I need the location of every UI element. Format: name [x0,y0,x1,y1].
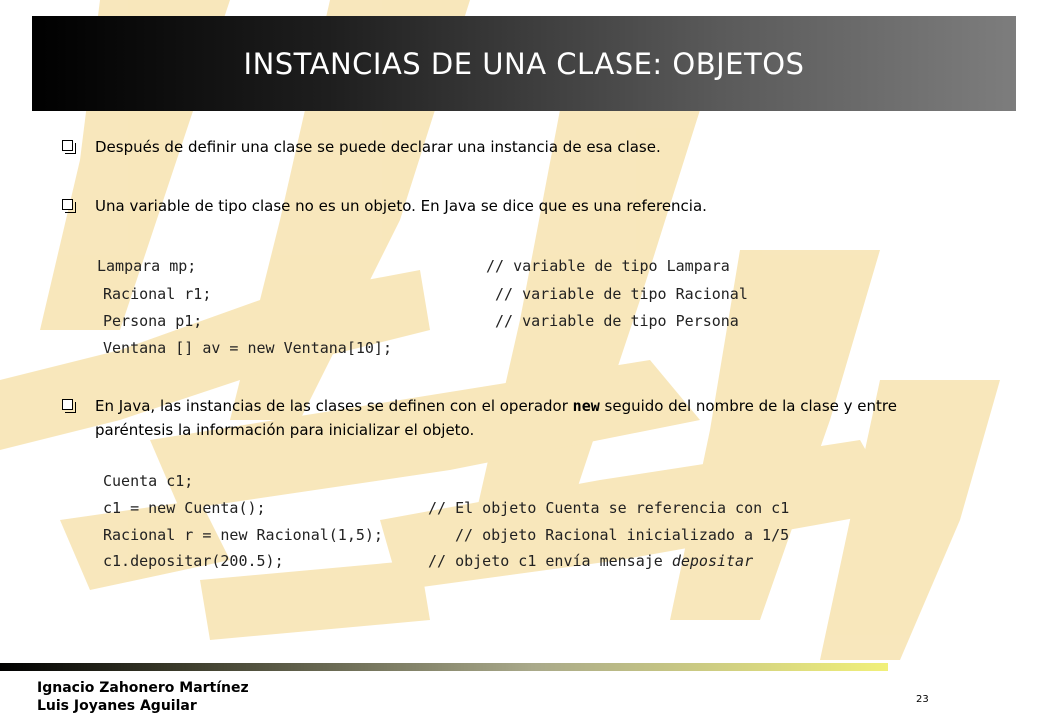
bullet-3 [62,394,1012,442]
bullet-text: Después de definir una clase se puede declarar una instancia de esa clase. [95,138,661,156]
code-line: Cuenta c1; [103,472,194,490]
code-comment: // variable de tipo Persona [495,312,739,330]
checkbox-bullet-icon [62,140,73,151]
code-line: Racional r = new Racional(1,5); [103,526,383,544]
bullet-text-part: seguido del nombre de la clase y entre [599,397,897,415]
code-line: c1.depositar(200.5); [103,552,284,570]
code-comment: // variable de tipo Racional [495,285,748,303]
page-number: 23 [916,694,929,705]
code-comment: // El objeto Cuenta se referencia con c1 [428,499,790,517]
bullet-1 [62,135,1012,159]
code-line: Racional r1; [103,285,212,303]
footer-divider-bar [0,663,888,671]
bullet-2 [62,194,1012,218]
bullet-text-part: paréntesis la información para inicializar el objeto. [95,421,475,439]
bullet-text [95,394,1012,442]
checkbox-bullet-icon [62,199,73,210]
code-comment [428,551,753,571]
code-comment: // variable de tipo Lampara [486,257,730,275]
slide-title: INSTANCIAS DE UNA CLASE: OBJETOS [243,46,805,81]
bullet-text-part: En Java, las instancias de las clases se definen con el operador [95,397,573,415]
keyword-new: new [572,397,600,415]
author-name: Ignacio Zahonero Martínez [37,680,249,696]
author-name: Luis Joyanes Aguilar [37,698,197,714]
code-line: Persona p1; [103,312,203,330]
code-comment: // objeto Racional inicializado a 1/5 [455,526,790,544]
code-line: c1 = new Cuenta(); [103,499,266,517]
code-line: Lampara mp; [97,257,197,275]
code-comment-italic: depositar [671,552,754,570]
checkbox-bullet-icon [62,399,73,410]
code-line: Ventana [] av = new Ventana[10]; [103,339,392,357]
bullet-text: Una variable de tipo clase no es un objeto. En Java se dice que es una referencia. [95,197,707,215]
code-comment-text: // objeto c1 envía mensaje [428,552,672,570]
